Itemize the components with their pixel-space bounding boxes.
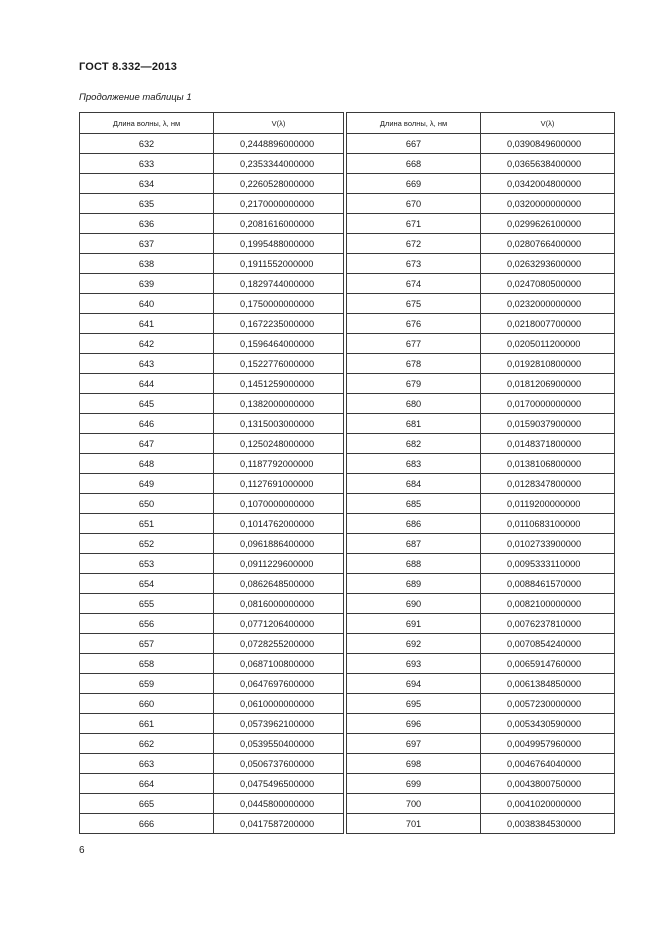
- wavelength-cell-right: 676: [347, 314, 481, 334]
- v-lambda-cell-right: 0,0043800750000: [481, 774, 615, 794]
- table-row: [80, 814, 615, 834]
- v-lambda-cell-left: 0,1522776000000: [214, 354, 344, 374]
- table-row: [80, 134, 615, 154]
- wavelength-cell-right: 701: [347, 814, 481, 834]
- v-lambda-cell-left: 0,1014762000000: [214, 514, 344, 534]
- wavelength-cell-left: 652: [80, 534, 214, 554]
- wavelength-cell-right: 672: [347, 234, 481, 254]
- wavelength-cell-left: 664: [80, 774, 214, 794]
- wavelength-cell-left: 644: [80, 374, 214, 394]
- v-lambda-cell-right: 0,0247080500000: [481, 274, 615, 294]
- v-lambda-cell-left: 0,1911552000000: [214, 254, 344, 274]
- v-lambda-cell-right: 0,0041020000000: [481, 794, 615, 814]
- v-lambda-cell-right: 0,0390849600000: [481, 134, 615, 154]
- table-row: [80, 174, 615, 194]
- wavelength-cell-left: 646: [80, 414, 214, 434]
- v-lambda-cell-right: 0,0192810800000: [481, 354, 615, 374]
- v-lambda-cell-left: 0,0573962100000: [214, 714, 344, 734]
- wavelength-cell-left: 657: [80, 634, 214, 654]
- v-lambda-cell-left: 0,1250248000000: [214, 434, 344, 454]
- wavelength-cell-left: 641: [80, 314, 214, 334]
- wavelength-cell-left: 654: [80, 574, 214, 594]
- document-code: ГОСТ 8.332—2013: [79, 61, 178, 73]
- v-lambda-cell-left: 0,0506737600000: [214, 754, 344, 774]
- v-lambda-cell-left: 0,0961886400000: [214, 534, 344, 554]
- v-lambda-cell-left: 0,1829744000000: [214, 274, 344, 294]
- table-row: [80, 234, 615, 254]
- table-row: [80, 674, 615, 694]
- v-lambda-cell-right: 0,0263293600000: [481, 254, 615, 274]
- wavelength-cell-right: 698: [347, 754, 481, 774]
- table-row: [80, 254, 615, 274]
- v-lambda-cell-right: 0,0095333110000: [481, 554, 615, 574]
- wavelength-cell-left: 632: [80, 134, 214, 154]
- v-lambda-cell-left: 0,2170000000000: [214, 194, 344, 214]
- v-lambda-cell-right: 0,0232000000000: [481, 294, 615, 314]
- wavelength-cell-left: 633: [80, 154, 214, 174]
- wavelength-cell-right: 674: [347, 274, 481, 294]
- table-body: [80, 134, 615, 834]
- v-lambda-cell-right: 0,0110683100000: [481, 514, 615, 534]
- wavelength-cell-left: 663: [80, 754, 214, 774]
- wavelength-cell-right: 686: [347, 514, 481, 534]
- v-lambda-cell-right: 0,0299626100000: [481, 214, 615, 234]
- wavelength-cell-right: 688: [347, 554, 481, 574]
- v-lambda-cell-left: 0,0687100800000: [214, 654, 344, 674]
- table-row: [80, 314, 615, 334]
- table-row: [80, 694, 615, 714]
- wavelength-cell-left: 648: [80, 454, 214, 474]
- v-lambda-cell-right: 0,0082100000000: [481, 594, 615, 614]
- v-lambda-cell-right: 0,0119200000000: [481, 494, 615, 514]
- wavelength-cell-right: 693: [347, 654, 481, 674]
- v-lambda-cell-right: 0,0046764040000: [481, 754, 615, 774]
- wavelength-cell-right: 670: [347, 194, 481, 214]
- table-row: [80, 634, 615, 654]
- table-row: [80, 334, 615, 354]
- v-lambda-cell-right: 0,0128347800000: [481, 474, 615, 494]
- luminous-efficiency-table: [79, 112, 615, 834]
- v-lambda-cell-left: 0,0911229600000: [214, 554, 344, 574]
- table-row: [80, 274, 615, 294]
- table-row: [80, 614, 615, 634]
- wavelength-cell-right: 699: [347, 774, 481, 794]
- v-lambda-cell-right: 0,0088461570000: [481, 574, 615, 594]
- v-lambda-cell-right: 0,0218007700000: [481, 314, 615, 334]
- v-lambda-cell-left: 0,2353344000000: [214, 154, 344, 174]
- wavelength-cell-right: 678: [347, 354, 481, 374]
- table-row: [80, 714, 615, 734]
- wavelength-cell-right: 682: [347, 434, 481, 454]
- v-lambda-cell-left: 0,0647697600000: [214, 674, 344, 694]
- v-lambda-cell-left: 0,0539550400000: [214, 734, 344, 754]
- wavelength-cell-left: 651: [80, 514, 214, 534]
- v-lambda-cell-left: 0,0728255200000: [214, 634, 344, 654]
- wavelength-cell-left: 656: [80, 614, 214, 634]
- wavelength-cell-left: 653: [80, 554, 214, 574]
- wavelength-cell-left: 650: [80, 494, 214, 514]
- v-lambda-cell-right: 0,0170000000000: [481, 394, 615, 414]
- v-lambda-cell-left: 0,1070000000000: [214, 494, 344, 514]
- wavelength-cell-left: 634: [80, 174, 214, 194]
- wavelength-cell-left: 660: [80, 694, 214, 714]
- table-row: [80, 754, 615, 774]
- wavelength-cell-left: 642: [80, 334, 214, 354]
- table-row: [80, 594, 615, 614]
- table-row: [80, 354, 615, 374]
- v-lambda-cell-left: 0,1382000000000: [214, 394, 344, 414]
- table-row: [80, 734, 615, 754]
- v-lambda-cell-right: 0,0038384530000: [481, 814, 615, 834]
- wavelength-cell-left: 643: [80, 354, 214, 374]
- wavelength-cell-right: 675: [347, 294, 481, 314]
- v-lambda-cell-left: 0,1315003000000: [214, 414, 344, 434]
- v-lambda-cell-left: 0,0862648500000: [214, 574, 344, 594]
- v-lambda-cell-right: 0,0065914760000: [481, 654, 615, 674]
- table-row: [80, 574, 615, 594]
- table-row: [80, 154, 615, 174]
- table-row: [80, 654, 615, 674]
- v-lambda-cell-left: 0,1596464000000: [214, 334, 344, 354]
- table-row: [80, 394, 615, 414]
- v-lambda-cell-left: 0,1995488000000: [214, 234, 344, 254]
- table-row: [80, 474, 615, 494]
- v-lambda-cell-left: 0,1750000000000: [214, 294, 344, 314]
- table-header-row: [80, 113, 615, 134]
- v-lambda-cell-right: 0,0365638400000: [481, 154, 615, 174]
- wavelength-cell-right: 687: [347, 534, 481, 554]
- v-lambda-cell-right: 0,0159037900000: [481, 414, 615, 434]
- wavelength-cell-left: 661: [80, 714, 214, 734]
- wavelength-cell-left: 647: [80, 434, 214, 454]
- wavelength-cell-left: 665: [80, 794, 214, 814]
- v-lambda-cell-right: 0,0061384850000: [481, 674, 615, 694]
- v-lambda-cell-left: 0,2081616000000: [214, 214, 344, 234]
- wavelength-cell-left: 639: [80, 274, 214, 294]
- wavelength-cell-right: 697: [347, 734, 481, 754]
- table-row: [80, 534, 615, 554]
- v-lambda-cell-right: 0,0049957960000: [481, 734, 615, 754]
- v-lambda-cell-left: 0,0445800000000: [214, 794, 344, 814]
- v-lambda-cell-right: 0,0320000000000: [481, 194, 615, 214]
- v-lambda-cell-left: 0,0417587200000: [214, 814, 344, 834]
- luminous-efficiency-table-container: [79, 112, 614, 834]
- wavelength-cell-left: 649: [80, 474, 214, 494]
- table-row: [80, 794, 615, 814]
- table-row: [80, 494, 615, 514]
- v-lambda-cell-left: 0,1672235000000: [214, 314, 344, 334]
- wavelength-cell-right: 685: [347, 494, 481, 514]
- v-lambda-cell-left: 0,0610000000000: [214, 694, 344, 714]
- wavelength-cell-left: 659: [80, 674, 214, 694]
- wavelength-cell-right: 673: [347, 254, 481, 274]
- table-row: [80, 414, 615, 434]
- wavelength-cell-right: 683: [347, 454, 481, 474]
- header-wavelength-left: Длина волны, λ, нм: [80, 113, 214, 134]
- wavelength-cell-left: 655: [80, 594, 214, 614]
- wavelength-cell-right: 700: [347, 794, 481, 814]
- wavelength-cell-right: 694: [347, 674, 481, 694]
- table-row: [80, 294, 615, 314]
- v-lambda-cell-left: 0,2448896000000: [214, 134, 344, 154]
- wavelength-cell-right: 671: [347, 214, 481, 234]
- wavelength-cell-left: 658: [80, 654, 214, 674]
- table-row: [80, 774, 615, 794]
- wavelength-cell-left: 636: [80, 214, 214, 234]
- wavelength-cell-right: 689: [347, 574, 481, 594]
- wavelength-cell-right: 667: [347, 134, 481, 154]
- wavelength-cell-right: 681: [347, 414, 481, 434]
- v-lambda-cell-right: 0,0280766400000: [481, 234, 615, 254]
- table-row: [80, 514, 615, 534]
- wavelength-cell-right: 684: [347, 474, 481, 494]
- wavelength-cell-right: 668: [347, 154, 481, 174]
- wavelength-cell-right: 691: [347, 614, 481, 634]
- wavelength-cell-right: 690: [347, 594, 481, 614]
- v-lambda-cell-right: 0,0053430590000: [481, 714, 615, 734]
- wavelength-cell-right: 677: [347, 334, 481, 354]
- v-lambda-cell-right: 0,0102733900000: [481, 534, 615, 554]
- v-lambda-cell-left: 0,0816000000000: [214, 594, 344, 614]
- wavelength-cell-right: 679: [347, 374, 481, 394]
- wavelength-cell-right: 669: [347, 174, 481, 194]
- v-lambda-cell-right: 0,0342004800000: [481, 174, 615, 194]
- v-lambda-cell-left: 0,0771206400000: [214, 614, 344, 634]
- table-row: [80, 374, 615, 394]
- wavelength-cell-left: 635: [80, 194, 214, 214]
- v-lambda-cell-right: 0,0076237810000: [481, 614, 615, 634]
- table-row: [80, 554, 615, 574]
- v-lambda-cell-right: 0,0181206900000: [481, 374, 615, 394]
- v-lambda-cell-left: 0,1187792000000: [214, 454, 344, 474]
- v-lambda-cell-left: 0,2260528000000: [214, 174, 344, 194]
- v-lambda-cell-left: 0,1451259000000: [214, 374, 344, 394]
- wavelength-cell-left: 637: [80, 234, 214, 254]
- wavelength-cell-left: 666: [80, 814, 214, 834]
- wavelength-cell-right: 680: [347, 394, 481, 414]
- page-number: 6: [79, 845, 85, 856]
- wavelength-cell-right: 695: [347, 694, 481, 714]
- header-wavelength-right: Длина волны, λ, нм: [347, 113, 481, 134]
- table-row: [80, 194, 615, 214]
- wavelength-cell-right: 692: [347, 634, 481, 654]
- v-lambda-cell-left: 0,1127691000000: [214, 474, 344, 494]
- table-row: [80, 454, 615, 474]
- wavelength-cell-left: 640: [80, 294, 214, 314]
- v-lambda-cell-right: 0,0138106800000: [481, 454, 615, 474]
- header-v-lambda-left: V(λ): [214, 113, 344, 134]
- wavelength-cell-left: 662: [80, 734, 214, 754]
- table-caption: Продолжение таблицы 1: [79, 92, 192, 103]
- table-row: [80, 434, 615, 454]
- v-lambda-cell-left: 0,0475496500000: [214, 774, 344, 794]
- header-v-lambda-right: V(λ): [481, 113, 615, 134]
- wavelength-cell-left: 645: [80, 394, 214, 414]
- v-lambda-cell-right: 0,0148371800000: [481, 434, 615, 454]
- wavelength-cell-right: 696: [347, 714, 481, 734]
- table-row: [80, 214, 615, 234]
- v-lambda-cell-right: 0,0205011200000: [481, 334, 615, 354]
- v-lambda-cell-right: 0,0057230000000: [481, 694, 615, 714]
- wavelength-cell-left: 638: [80, 254, 214, 274]
- v-lambda-cell-right: 0,0070854240000: [481, 634, 615, 654]
